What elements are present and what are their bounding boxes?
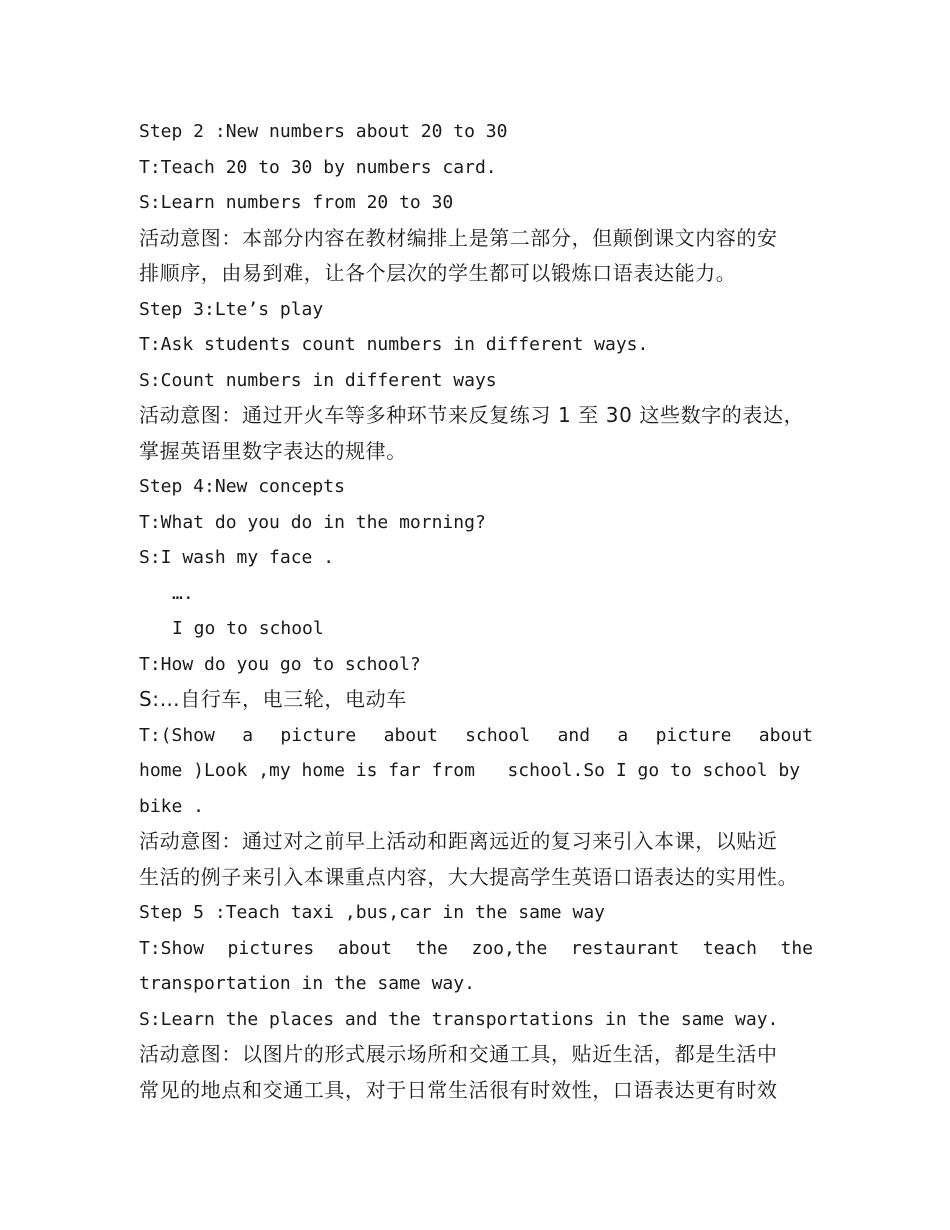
activity-intent-text: 活动意图：通过对之前早上活动和距离远近的复习来引入本课，以贴近	[139, 829, 778, 853]
activity-intent-text: 排顺序，由易到难，让各个层次的学生都可以锻炼口语表达能力。	[139, 261, 737, 285]
teacher-line: T:Teach 20 to 30 by numbers card.	[139, 156, 497, 178]
student-line: S:Count numbers in different ways	[139, 369, 497, 391]
student-line: S:Learn numbers from 20 to 30	[139, 192, 454, 213]
activity-intent-text: 活动意图：以图片的形式展示场所和交通工具，贴近生活，都是生活中	[139, 1042, 778, 1066]
student-line: S:Learn the places and the transportations in the same way.	[139, 1008, 779, 1030]
teacher-line-continued: bike .	[139, 795, 205, 817]
document-body	[139, 114, 813, 1108]
activity-intent-text: 掌握英语里数字表达的规律。	[139, 438, 407, 463]
step-2-heading: Step 2 :New numbers about 20 to 30	[139, 121, 508, 142]
student-line-continued: ….	[172, 582, 194, 604]
step-3-heading: Step 3:Lte’s play	[139, 298, 324, 320]
teacher-line: T:Show pictures about the zoo,the restaurant teach the	[139, 937, 813, 959]
teacher-line: T:(Show a picture about school and a picture about	[139, 724, 813, 746]
teacher-line: T:Ask students count numbers in different ways.	[139, 334, 649, 355]
student-line: S:…自行车，电三轮，电动车	[139, 687, 407, 711]
activity-intent-text: 活动意图：本部分内容在教材编排上是第二部分，但颠倒课文内容的安	[139, 225, 778, 250]
step-4-heading: Step 4:New concepts	[139, 476, 345, 497]
teacher-line-continued: home )Look ,my home is far from school.So I go to school by	[139, 760, 801, 781]
teacher-line: T:What do you do in the morning?	[139, 511, 486, 533]
activity-intent-text: 活动意图：通过开火车等多种环节来反复练习 1 至 30 这些数字的表达，	[139, 403, 805, 427]
activity-intent-text: 常见的地点和交通工具，对于日常生活很有时效性，口语表达更有时效	[139, 1077, 778, 1102]
student-line: S:I wash my face .	[139, 547, 335, 568]
activity-intent-text: 生活的例子来引入本课重点内容，大大提高学生英语口语表达的实用性。	[139, 864, 799, 889]
step-5-heading: Step 5 :Teach taxi ,bus,car in the same way	[139, 902, 605, 923]
student-line-continued: I go to school	[172, 618, 324, 639]
teacher-line-continued: transportation in the same way.	[139, 973, 475, 994]
teacher-line: T:How do you go to school?	[139, 653, 421, 675]
